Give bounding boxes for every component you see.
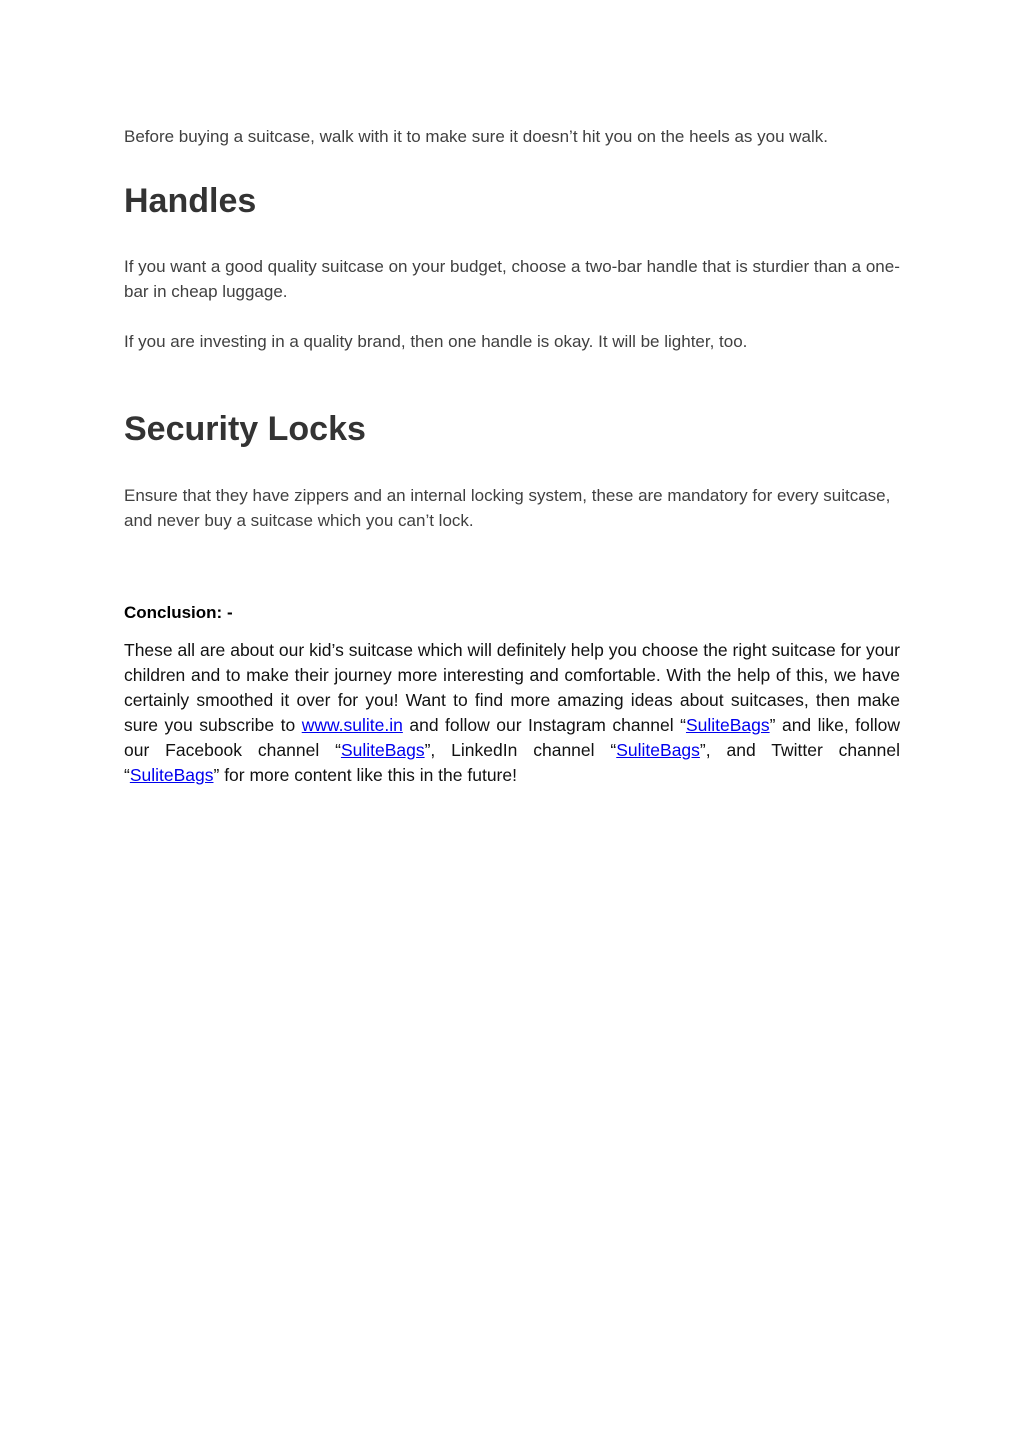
conclusion-text-6: ” for more content like this in the future!	[213, 765, 517, 785]
conclusion-text-5: ”, and Twitter channel “	[124, 740, 900, 785]
instagram-link[interactable]: SuliteBags	[685, 715, 770, 735]
handles-paragraph-2: If you are investing in a quality brand, then one handle is okay. It will be lighter, too.	[124, 332, 748, 351]
conclusion-label: Conclusion: -	[124, 603, 233, 622]
handles-paragraph-1: If you want a good quality suitcase on your budget, choose a two-bar handle that is sturdier than a one-bar in cheap luggage.	[124, 257, 900, 301]
facebook-link[interactable]: SuliteBags	[340, 740, 425, 760]
website-link[interactable]: www.sulite.in	[301, 715, 403, 735]
conclusion-paragraph	[124, 638, 900, 788]
linkedin-link[interactable]: SuliteBags	[616, 740, 700, 760]
security-locks-heading: Security Locks	[124, 410, 366, 448]
conclusion-text-1: These all are about our kid’s suitcase which will definitely help you choose the right suitcase for your children and to make their journey more interesting and comfortable. With the help of this, we have certainly smoothed it over for you! Want to find more amazing ideas about suitcases, then make sure you subscribe to	[124, 640, 900, 735]
conclusion-text-4: ”, LinkedIn channel “	[424, 740, 617, 760]
twitter-link[interactable]: SuliteBags	[129, 765, 214, 785]
handles-heading: Handles	[124, 182, 257, 220]
conclusion-text-2: and follow our Instagram channel “	[402, 715, 686, 735]
conclusion-text-3: ” and like, follow our Facebook channel “	[124, 715, 900, 760]
security-locks-paragraph: Ensure that they have zippers and an internal locking system, these are mandatory for every suitcase, and never buy a suitcase which you can’t lock.	[124, 486, 891, 530]
walk-tip-paragraph: Before buying a suitcase, walk with it to make sure it doesn’t hit you on the heels as you walk.	[124, 127, 828, 146]
